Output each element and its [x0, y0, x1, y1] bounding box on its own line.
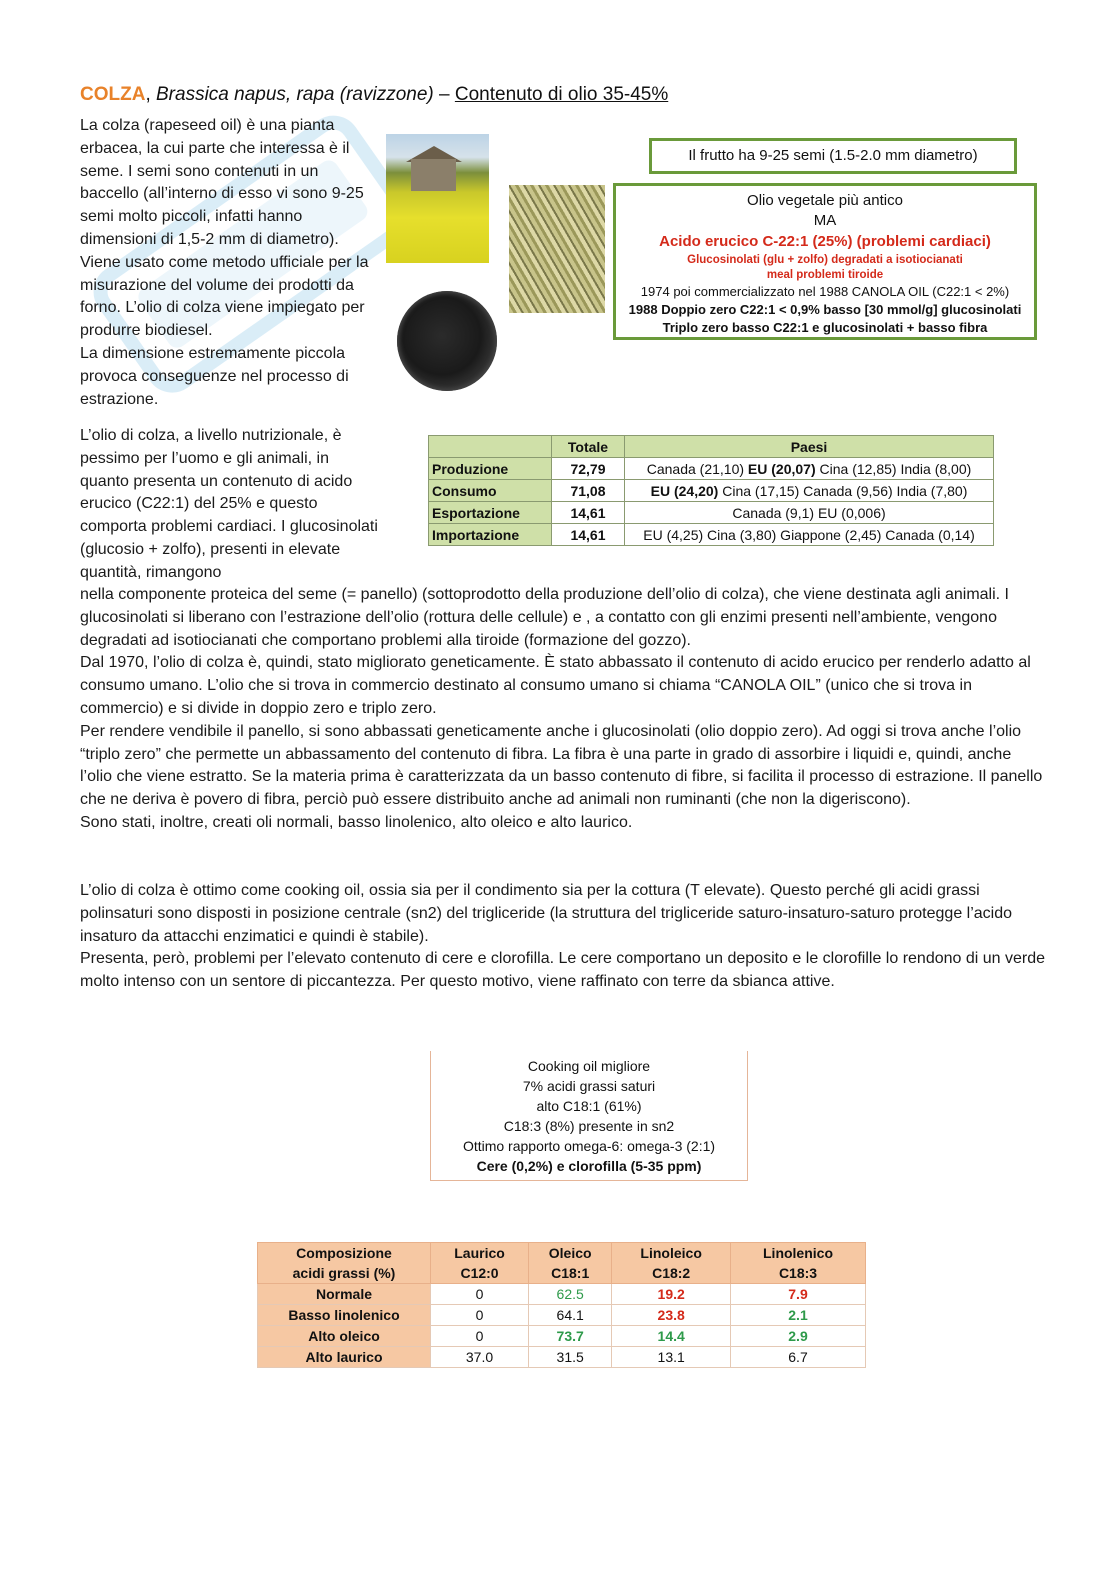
- table-header-cell: Laurico C12:0: [431, 1243, 529, 1284]
- production-table: [428, 435, 994, 546]
- cook-line: alto C18:1 (61%): [536, 1098, 642, 1114]
- row-label: Alto laurico: [258, 1347, 431, 1368]
- intro-text-2: La dimensione estremamente piccola provoca conseguenze nel processo di estrazione.: [80, 344, 349, 408]
- cell: 0: [431, 1284, 529, 1305]
- row-label: Importazione: [429, 524, 552, 546]
- cell: 0: [431, 1326, 529, 1347]
- table-row: [258, 1326, 866, 1347]
- row-total: 71,08: [552, 480, 625, 502]
- row-label: Produzione: [429, 458, 552, 480]
- title-dash: –: [433, 84, 455, 105]
- cell: 73.7: [529, 1326, 612, 1347]
- cell: 14.4: [612, 1326, 731, 1347]
- table-row: [429, 502, 994, 524]
- olio-line-1: Olio vegetale più antico: [747, 192, 903, 209]
- cell: 13.1: [612, 1347, 731, 1368]
- body-paragraph: nella componente proteica del seme (= panello) (sottoprodotto della produzione dell’olio di colza), che viene destinata agli animali. I glucosinolati si liberano con l’estrazione dell’olio (rottura delle cellule) e , a contatto con gli enzimi presenti nell’ambiente, vengono degradati ad isotiocianati che comportano problemi alla tiroide (formazione del gozzo).: [80, 586, 1009, 649]
- table-header-cell: Paesi: [625, 436, 994, 458]
- title-oil-content: Contenuto di olio 35-45%: [454, 84, 669, 105]
- row-countries: Canada (9,1) EU (0,006): [625, 502, 994, 524]
- row-label: Basso linolenico: [258, 1305, 431, 1326]
- cook-line: 7% acidi grassi saturi: [522, 1078, 656, 1094]
- continuation-paragraphs: [80, 584, 1045, 835]
- cell: 6.7: [731, 1347, 866, 1368]
- cook-line: Cere (0,2%) e clorofilla (5-35 ppm): [476, 1158, 702, 1174]
- cell: 62.5: [529, 1284, 612, 1305]
- cell: 64.1: [529, 1305, 612, 1326]
- body-paragraph: Presenta, però, problemi per l’elevato contenuto di cere e clorofilla. Le cere comportano un deposito e le clorofille lo rendono di un verde molto intenso con un sentore di piccantezza. Per questo motivo, viene raffinato con terre da sbianca attive.: [80, 950, 1046, 991]
- cell: 19.2: [612, 1284, 731, 1305]
- title-colza: COLZA: [80, 84, 146, 105]
- cell: 2.9: [731, 1326, 866, 1347]
- body-paragraph: Per rendere vendibile il panello, si sono abbassati geneticamente anche i glucosinolati (olio doppio zero). Ad oggi si trova anche l’olio “triplo zero” che permette un abbassamento del contenuto di fibra. La fibra è una parte in grado di assorbire i liquidi e, quindi, anche l’olio che viene estratto. Se la materia prima è caratterizzata da un basso contenuto di fibre, si facilita il processo di estrazione. Il panello che ne deriva è povero di fibra, perciò può essere distribuito anche ad animali non ruminanti (che non la digeriscono).: [80, 722, 1043, 809]
- row-countries: EU (4,25) Cina (3,80) Giappone (2,45) Canada (0,14): [625, 524, 994, 546]
- table-header-row: [258, 1243, 866, 1284]
- table-header-row: [429, 436, 994, 458]
- row-label: Alto oleico: [258, 1326, 431, 1347]
- cook-line: C18:3 (8%) presente in sn2: [503, 1118, 675, 1134]
- row-countries: EU (24,20) Cina (17,15) Canada (9,56) India (7,80): [625, 480, 994, 502]
- olio-line-8: Triplo zero basso C22:1 e glucosinolati + basso fibra: [662, 320, 988, 335]
- body-paragraph: Dal 1970, l’olio di colza è, quindi, stato migliorato geneticamente. È stato abbassato il contenuto di acido erucico per renderlo adatto al consumo umano. L’olio che si trova in commercio destinato al consumo umano si chiama “CANOLA OIL” (unico che si trova in commercio) e si divide in doppio zero e triplo zero.: [80, 654, 1031, 717]
- table-header-cell: [429, 436, 552, 458]
- table-row: [258, 1305, 866, 1326]
- rapeseed-pods-image: [509, 185, 605, 313]
- olio-line-3: Acido erucico C-22:1 (25%) (problemi cardiaci): [659, 233, 991, 250]
- row-total: 14,61: [552, 502, 625, 524]
- cell: 37.0: [431, 1347, 529, 1368]
- table-row: [429, 480, 994, 502]
- table-row: [429, 524, 994, 546]
- row-total: 14,61: [552, 524, 625, 546]
- olio-line-6: 1974 poi commercializzato nel 1988 CANOLA OIL (C22:1 < 2%): [640, 284, 1010, 299]
- cooking-paragraphs: [80, 880, 1045, 994]
- olio-line-5: meal problemi tiroide: [766, 269, 884, 281]
- table-header-cell: Totale: [552, 436, 625, 458]
- cooking-oil-box: [430, 1051, 748, 1181]
- fruit-info-box: Il frutto ha 9-25 semi (1.5-2.0 mm diametro): [649, 138, 1017, 174]
- table-header-cell: Linolenico C18:3: [731, 1243, 866, 1284]
- rapeseed-seeds-image: [397, 291, 497, 391]
- cell: 0: [431, 1305, 529, 1326]
- row-label: Esportazione: [429, 502, 552, 524]
- table-header-cell: Oleico C18:1: [529, 1243, 612, 1284]
- cell: 31.5: [529, 1347, 612, 1368]
- cook-line: Cooking oil migliore: [527, 1058, 651, 1074]
- body-paragraph: Sono stati, inoltre, creati oli normali, basso linolenico, alto oleico e alto laurico.: [80, 813, 633, 831]
- cell: 23.8: [612, 1305, 731, 1326]
- intro-paragraph: [80, 115, 380, 411]
- oil-history-box: [613, 183, 1037, 340]
- cell: 7.9: [731, 1284, 866, 1305]
- table-header-cell: Linoleico C18:2: [612, 1243, 731, 1284]
- cook-line: Ottimo rapporto omega-6: omega-3 (2:1): [462, 1138, 716, 1154]
- olio-line-2: MA: [813, 212, 837, 229]
- page-title: [80, 84, 668, 106]
- row-label: Normale: [258, 1284, 431, 1305]
- table-header-cell: Composizione acidi grassi (%): [258, 1243, 431, 1284]
- title-comma: ,: [145, 84, 156, 105]
- table-row: [258, 1284, 866, 1305]
- olio-line-7: 1988 Doppio zero C22:1 < 0,9% basso [30 mmol/g] glucosinolati: [628, 302, 1022, 317]
- olio-line-4: Glucosinolati (glu + zolfo) degradati a isotiocianati: [687, 254, 963, 266]
- nutrition-paragraph: L’olio di colza, a livello nutrizionale, è pessimo per l’uomo e gli animali, in quanto presenta un contenuto di acido erucico (C22:1) del 25% e questo comporta problemi cardiaci. I glucosinolati (glucosio + zolfo), presenti in elevate quantità, rimangono: [80, 427, 378, 581]
- table-row: [258, 1347, 866, 1368]
- body-paragraph: L’olio di colza è ottimo come cooking oil, ossia sia per il condimento sia per la cottura (T elevate). Questo perché gli acidi grassi polinsaturi sono disposti in posizione centrale (sn2) del trigliceride (la struttura del trigliceride saturo-insaturo-saturo protegge l’acido insaturo da attacchi enzimatici e quindi è stabile).: [80, 882, 1013, 945]
- cell: 2.1: [731, 1305, 866, 1326]
- fatty-acids-table: [257, 1242, 866, 1368]
- title-latin-name: Brassica napus, rapa (ravizzone): [156, 84, 434, 105]
- intro-text: La colza (rapeseed oil) è una pianta erbacea, la cui parte che interessa è il seme. I semi sono contenuti in un baccello (all’interno di esso vi sono 9-25 semi molto piccoli, infatti hanno dimensioni di 1,5-2 mm di diametro). Viene usato come metodo ufficiale per la misurazione del volume dei prodotti da forno. L’olio di colza viene impiegato per produrre biodiesel.: [80, 117, 369, 340]
- rapeseed-field-image: [386, 134, 489, 263]
- row-countries: Canada (21,10) EU (20,07) Cina (12,85) India (8,00): [625, 458, 994, 480]
- row-total: 72,79: [552, 458, 625, 480]
- table-row: [429, 458, 994, 480]
- row-label: Consumo: [429, 480, 552, 502]
